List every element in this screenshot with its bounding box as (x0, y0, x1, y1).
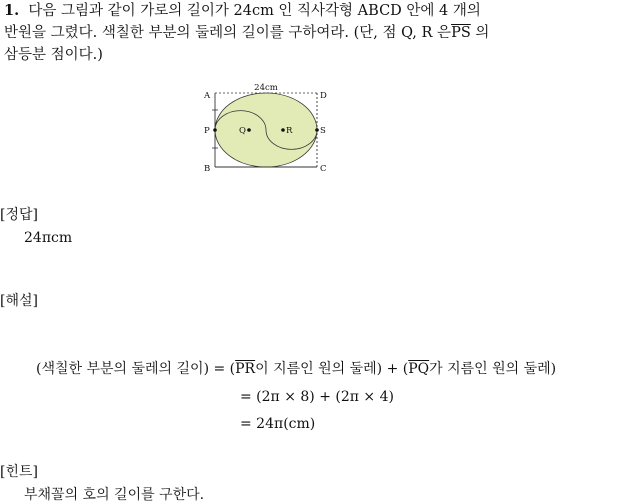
answer-value: 24πcm (24, 230, 73, 246)
problem-text-2-end: 의 (470, 25, 490, 41)
point-r (281, 128, 285, 132)
problem-text-3: 삼등분 점이다.) (4, 47, 103, 63)
problem-line-2 (4, 22, 489, 44)
explanation-step-1 (36, 358, 556, 378)
explanation-lhs: (색칠한 부분의 둘레의 길이) = (36, 361, 226, 377)
width-label: 24cm (254, 83, 278, 93)
label-d: D (320, 91, 327, 101)
problem-text-1: 다음 그림과 같이 가로의 길이가 24cm 인 직사각형 ABCD 안에 4 개의 (28, 3, 481, 19)
hint-header: [힌트] (0, 464, 38, 480)
point-q (247, 128, 251, 132)
shaded-region (215, 93, 317, 167)
explanation-header: [해설] (0, 293, 38, 309)
label-b: B (204, 164, 211, 174)
segment-pq: $\overline{PQ}$ (408, 361, 430, 377)
segment-ps: $\overline{PS}$ (451, 25, 471, 41)
hint-text: 부채꼴의 호의 길이를 구한다. (24, 487, 205, 503)
label-a: A (204, 91, 211, 101)
figure (198, 80, 338, 176)
label-r: R (286, 126, 293, 136)
explanation-text-2: 가 지름인 원의 둘레) (429, 361, 557, 377)
explanation-open: ( (229, 361, 236, 377)
problem-line-3 (4, 44, 103, 66)
label-s: S (320, 126, 326, 136)
explanation-step-3: = 24π(cm) (240, 416, 316, 432)
point-p (213, 128, 217, 132)
label-q: Q (239, 126, 246, 136)
segment-pr: $\overline{PR}$ (235, 361, 256, 377)
problem-number: 1. (4, 2, 20, 19)
label-p: P (204, 126, 210, 136)
answer-header: [정답] (0, 207, 38, 223)
explanation-text-1: 이 지름인 원의 둘레) + ( (255, 361, 409, 377)
label-c: C (320, 164, 327, 174)
problem-text-2: 반원을 그렸다. 색칠한 부분의 둘레의 길이를 구하여라. (단, 점 Q, R 은 (4, 25, 452, 41)
explanation-step-2: = (2π × 8) + (2π × 4) (240, 389, 394, 405)
point-s (315, 128, 319, 132)
problem-line-1 (4, 0, 481, 22)
